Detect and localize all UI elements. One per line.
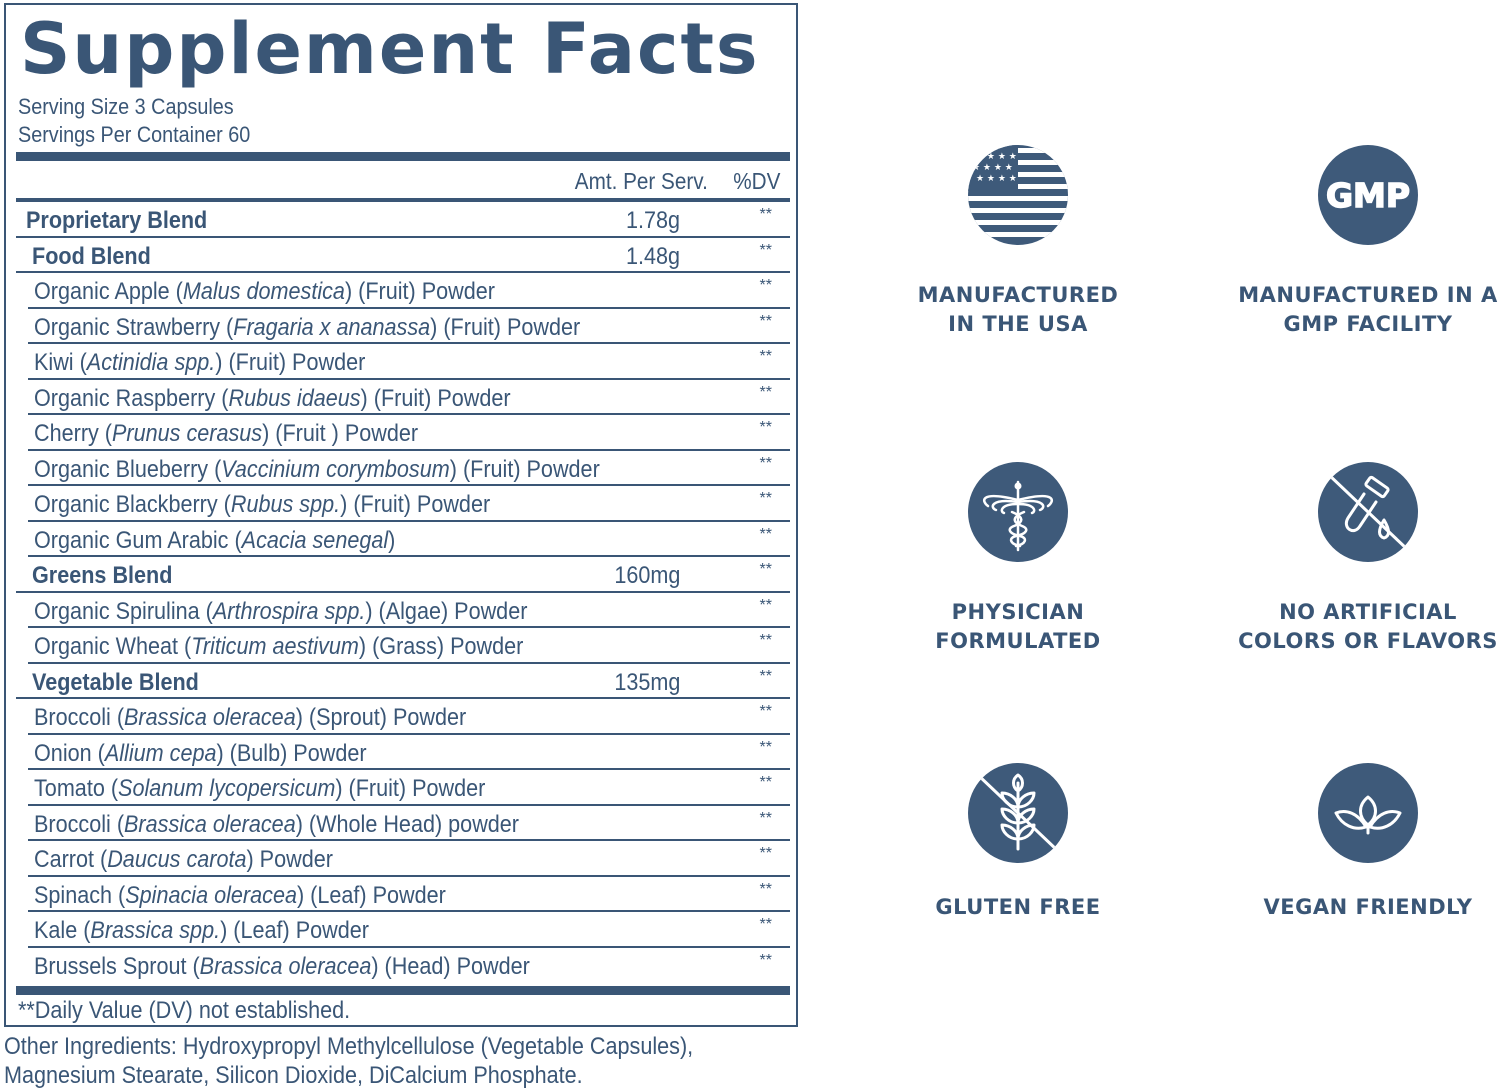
- gmp-icon: [1318, 145, 1418, 245]
- badge-usa: [853, 145, 1183, 339]
- ingredient-text: Onion (: [34, 739, 105, 767]
- ingredient-name: [34, 451, 600, 488]
- badge-gluten-free: [853, 763, 1183, 922]
- dv-value: **: [759, 845, 772, 862]
- badge-physician-line-1: PHYSICIAN: [951, 600, 1085, 624]
- badge-no-artificial-line-2: COLORS OR FLAVORS: [1238, 629, 1498, 653]
- ingredient-name: [34, 273, 495, 310]
- amount-value: 160mg: [613, 562, 680, 589]
- dv-value: **: [759, 916, 772, 933]
- ingredient-text: ) Powder: [246, 846, 333, 873]
- ingredient-text: ) (Fruit) Powder: [215, 349, 366, 376]
- badge-no-artificial-line-1: NO ARTIFICIAL: [1279, 600, 1457, 624]
- botanical-name: Solanum lycopersicum: [118, 775, 336, 802]
- ingredient-text: Food Blend: [32, 242, 151, 270]
- amount-value: 135mg: [613, 668, 680, 696]
- ingredient-name: [34, 877, 446, 914]
- dv-value: **: [759, 383, 772, 401]
- ingredient-row: [28, 380, 790, 416]
- botanical-name: Prunus cerasus: [112, 420, 263, 447]
- ingredient-text: Organic Wheat (: [34, 633, 192, 660]
- ingredient-text: ) (Whole Head) powder: [295, 810, 520, 838]
- ingredient-name: [34, 309, 580, 346]
- svg-text:★ ★ ★ ★: ★ ★ ★ ★: [972, 163, 1013, 173]
- ingredient-name: [34, 628, 523, 665]
- ingredient-row: [28, 735, 790, 771]
- dv-value: **: [759, 596, 772, 614]
- ingredient-name: [34, 699, 466, 736]
- badge-vegan: [1203, 763, 1500, 922]
- dv-value: **: [759, 561, 772, 578]
- ingredient-row: [28, 699, 790, 735]
- botanical-name: Vaccinium corymbosum: [221, 455, 450, 483]
- blend-row: [16, 238, 790, 274]
- ingredient-table: [6, 202, 796, 983]
- botanical-name: Brassica oleracea: [199, 952, 372, 980]
- dv-value: **: [759, 809, 772, 827]
- dv-value: **: [759, 348, 772, 365]
- amount-header: Amt. Per Serv.: [574, 168, 708, 194]
- ingredient-text: Vegetable Blend: [32, 668, 199, 696]
- ingredient-text: ): [388, 526, 396, 554]
- badge-usa-line-2: IN THE USA: [948, 312, 1088, 336]
- ingredient-text: Organic Gum Arabic (: [34, 526, 242, 554]
- ingredient-name: [34, 593, 527, 630]
- dv-value: **: [759, 951, 772, 969]
- other-ingredients-line-1: Other Ingredients: Hydroxypropyl Methylcellulose (Vegetable Capsules),: [4, 1033, 694, 1060]
- ingredient-row: [28, 273, 790, 309]
- ingredient-text: Carrot (: [34, 846, 108, 873]
- botanical-name: Rubus spp.: [230, 491, 341, 518]
- no-test-tube-icon: [1318, 462, 1418, 562]
- ingredient-row: [28, 806, 790, 842]
- ingredient-text: Tomato (: [34, 775, 119, 802]
- ingredient-name: [34, 486, 490, 523]
- ingredient-name: [34, 735, 367, 772]
- ingredient-text: Proprietary Blend: [26, 207, 208, 234]
- badge-physician-line-2: FORMULATED: [935, 629, 1101, 653]
- badge-vegan-label: VEGAN FRIENDLY: [1263, 895, 1473, 919]
- botanical-name: Acacia senegal: [241, 526, 389, 554]
- botanical-name: Malus domestica: [182, 278, 345, 305]
- ingredient-text: Organic Strawberry (: [34, 313, 234, 341]
- ingredient-row: [28, 451, 790, 487]
- ingredient-row: [28, 593, 790, 629]
- dv-value: **: [759, 525, 772, 543]
- botanical-name: Actinidia spp.: [86, 349, 216, 376]
- botanical-name: Arthrospira spp.: [212, 597, 366, 625]
- ingredient-row: [28, 628, 790, 664]
- svg-text:★ ★ ★ ★: ★ ★ ★ ★: [976, 152, 1017, 162]
- badge-no-artificial: [1203, 462, 1500, 656]
- botanical-name: Fragaria x ananassa: [233, 313, 431, 341]
- ingredient-text: Kiwi (: [34, 349, 87, 376]
- dv-value: **: [759, 667, 772, 685]
- ingredient-text: ) (Fruit) Powder: [340, 491, 491, 518]
- dv-value: **: [759, 312, 772, 330]
- dv-value: **: [759, 738, 772, 756]
- top-divider: [16, 152, 790, 161]
- ingredient-text: ) (Algae) Powder: [365, 597, 528, 625]
- leaf-icon: [1318, 763, 1418, 863]
- dv-value: **: [759, 241, 772, 259]
- amount-value: 1.78g: [625, 207, 680, 234]
- ingredient-text: ) (Fruit ) Powder: [262, 420, 419, 447]
- botanical-name: Brassica spp.: [90, 917, 221, 944]
- ingredient-text: ) (Fruit) Powder: [430, 313, 581, 341]
- badge-gmp-line-1: MANUFACTURED IN A: [1238, 283, 1498, 307]
- ingredient-text: Organic Apple (: [34, 278, 183, 305]
- blend-row: [16, 557, 790, 593]
- botanical-name: Daucus carota: [107, 846, 247, 873]
- ingredient-text: ) (Grass) Powder: [358, 633, 524, 660]
- dv-value: **: [759, 490, 772, 507]
- ingredient-text: Brussels Sprout (: [34, 952, 200, 980]
- ingredient-row: [28, 877, 790, 913]
- ingredient-name: [32, 238, 151, 275]
- ingredient-text: Kale (: [34, 917, 91, 944]
- no-wheat-icon: [968, 763, 1068, 863]
- ingredient-name: [34, 806, 519, 843]
- ingredient-text: ) (Bulb) Powder: [216, 739, 367, 767]
- bottom-divider: [16, 986, 790, 995]
- supplement-facts-panel: [4, 3, 798, 1027]
- ingredient-text: ) (Sprout) Powder: [295, 704, 467, 731]
- ingredient-row: [28, 912, 790, 948]
- ingredient-name: [34, 770, 485, 807]
- ingredient-text: Organic Raspberry (: [34, 384, 229, 412]
- botanical-name: Triticum aestivum: [191, 633, 359, 660]
- usa-flag-icon: [968, 145, 1068, 245]
- botanical-name: Brassica oleracea: [124, 704, 296, 731]
- ingredient-name: [32, 557, 172, 594]
- gmp-icon-text: GMP: [1325, 176, 1411, 215]
- botanical-name: Allium cepa: [104, 739, 217, 767]
- ingredient-row: [28, 486, 790, 522]
- ingredient-text: Spinach (: [34, 881, 126, 909]
- ingredient-name: [34, 380, 511, 417]
- botanical-name: Rubus idaeus: [228, 384, 361, 412]
- ingredient-text: ) (Fruit) Powder: [335, 775, 486, 802]
- dv-value: **: [759, 703, 772, 720]
- page-title: Supplement Facts: [20, 8, 760, 90]
- dv-value: **: [759, 419, 772, 436]
- ingredient-row: [28, 770, 790, 806]
- badge-usa-line-1: MANUFACTURED: [917, 283, 1119, 307]
- dv-value: **: [759, 880, 772, 898]
- ingredient-text: Broccoli (: [34, 810, 125, 838]
- caduceus-icon: [968, 462, 1068, 562]
- ingredient-text: Broccoli (: [34, 704, 125, 731]
- ingredient-name: [34, 344, 365, 381]
- ingredient-text: Cherry (: [34, 420, 113, 447]
- ingredient-text: ) (Head) Powder: [371, 952, 530, 980]
- dv-value: **: [759, 277, 772, 294]
- blend-row: [16, 202, 790, 238]
- ingredient-text: ) (Leaf) Powder: [220, 917, 369, 944]
- ingredient-row: [28, 415, 790, 451]
- dv-value: **: [759, 774, 772, 791]
- badge-gmp: [1203, 145, 1500, 339]
- dv-value: **: [759, 206, 772, 223]
- dv-value: **: [759, 632, 772, 649]
- ingredient-name: [34, 415, 418, 452]
- ingredient-name: [34, 948, 530, 985]
- dv-footnote: **Daily Value (DV) not established.: [18, 997, 351, 1024]
- badge-gluten-free-label: GLUTEN FREE: [935, 895, 1101, 919]
- ingredient-text: Organic Spirulina (: [34, 597, 213, 625]
- serving-size: Serving Size 3 Capsules: [18, 94, 234, 119]
- ingredient-text: Greens Blend: [32, 562, 173, 589]
- svg-text:★ ★ ★ ★: ★ ★ ★ ★: [976, 174, 1017, 184]
- ingredient-text: ) (Fruit) Powder: [360, 384, 511, 412]
- ingredient-name: [34, 522, 395, 559]
- ingredient-text: ) (Fruit) Powder: [344, 278, 495, 305]
- blend-row: [16, 664, 790, 700]
- ingredient-name: [26, 202, 207, 239]
- ingredient-name: [34, 912, 369, 949]
- ingredient-text: Organic Blackberry (: [34, 491, 231, 518]
- ingredient-text: Organic Blueberry (: [34, 455, 222, 483]
- ingredient-name: [34, 841, 333, 878]
- botanical-name: Spinacia oleracea: [125, 881, 297, 909]
- amount-value: 1.48g: [625, 242, 680, 270]
- ingredient-name: [32, 664, 199, 701]
- other-ingredients-line-2: Magnesium Stearate, Silicon Dioxide, DiCalcium Phosphate.: [4, 1062, 583, 1089]
- badge-physician: [853, 462, 1183, 656]
- ingredient-row: [28, 841, 790, 877]
- dv-value: **: [759, 454, 772, 472]
- dv-header: %DV: [732, 168, 780, 194]
- servings-per-container: Servings Per Container 60: [18, 122, 251, 147]
- ingredient-row: [28, 309, 790, 345]
- ingredient-text: ) (Fruit) Powder: [449, 455, 600, 483]
- ingredient-row: [28, 344, 790, 380]
- badge-gmp-line-2: GMP FACILITY: [1283, 312, 1453, 336]
- table-header: [16, 165, 790, 197]
- ingredient-row: [28, 948, 790, 984]
- botanical-name: Brassica oleracea: [124, 810, 296, 838]
- ingredient-row: [28, 522, 790, 558]
- ingredient-text: ) (Leaf) Powder: [296, 881, 446, 909]
